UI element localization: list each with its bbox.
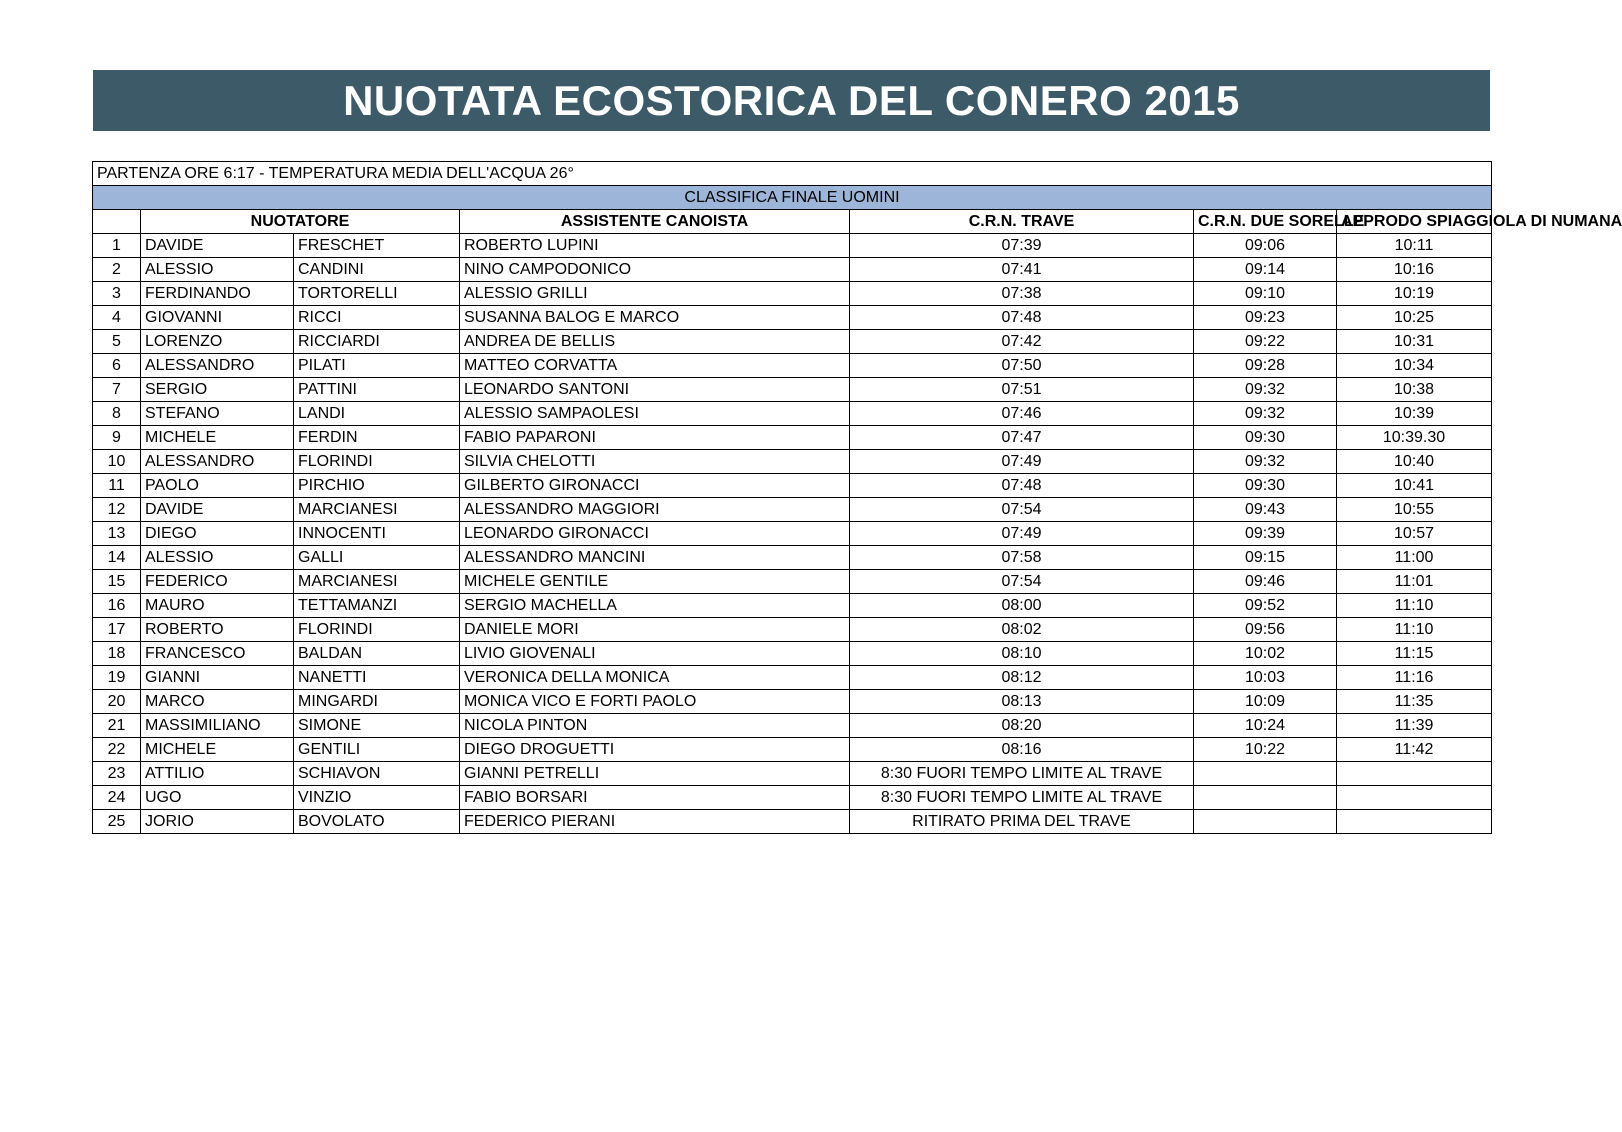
row-trave-time: 08:20 bbox=[850, 714, 1194, 738]
row-position: 7 bbox=[93, 378, 141, 402]
row-sorelle-time: 10:22 bbox=[1194, 738, 1337, 762]
row-trave-time: 07:41 bbox=[850, 258, 1194, 282]
row-position: 15 bbox=[93, 570, 141, 594]
table-row bbox=[93, 426, 1492, 450]
row-approdo-time: 11:00 bbox=[1337, 546, 1492, 570]
row-last-name: FRESCHET bbox=[294, 234, 460, 258]
row-assistant: MICHELE GENTILE bbox=[460, 570, 850, 594]
row-approdo-time: 11:39 bbox=[1337, 714, 1492, 738]
row-last-name: RICCIARDI bbox=[294, 330, 460, 354]
row-first-name: MICHELE bbox=[141, 426, 294, 450]
row-approdo-time: 10:57 bbox=[1337, 522, 1492, 546]
table-row bbox=[93, 258, 1492, 282]
row-position: 24 bbox=[93, 786, 141, 810]
row-approdo-time: 11:01 bbox=[1337, 570, 1492, 594]
row-sorelle-time: 10:02 bbox=[1194, 642, 1337, 666]
row-last-name: FLORINDI bbox=[294, 618, 460, 642]
row-trave-time: 07:54 bbox=[850, 498, 1194, 522]
row-position: 2 bbox=[93, 258, 141, 282]
row-assistant: SILVIA CHELOTTI bbox=[460, 450, 850, 474]
header-due-sorelle: C.R.N. DUE SORELLE bbox=[1194, 210, 1337, 234]
row-trave-time: RITIRATO PRIMA DEL TRAVE bbox=[850, 810, 1194, 834]
row-trave-time: 07:51 bbox=[850, 378, 1194, 402]
row-trave-time: 07:50 bbox=[850, 354, 1194, 378]
row-approdo-time: 10:39.30 bbox=[1337, 426, 1492, 450]
row-position: 22 bbox=[93, 738, 141, 762]
row-approdo-time: 11:42 bbox=[1337, 738, 1492, 762]
results-table bbox=[92, 161, 1622, 834]
row-first-name: DAVIDE bbox=[141, 234, 294, 258]
info-row bbox=[93, 162, 1492, 186]
table-row bbox=[93, 666, 1492, 690]
row-sorelle-time: 09:14 bbox=[1194, 258, 1337, 282]
row-last-name: TORTORELLI bbox=[294, 282, 460, 306]
row-last-name: SCHIAVON bbox=[294, 762, 460, 786]
row-last-name: MARCIANESI bbox=[294, 570, 460, 594]
row-position: 12 bbox=[93, 498, 141, 522]
row-position: 25 bbox=[93, 810, 141, 834]
row-last-name: FERDIN bbox=[294, 426, 460, 450]
row-assistant: ALESSIO SAMPAOLESI bbox=[460, 402, 850, 426]
table-row bbox=[93, 738, 1492, 762]
row-assistant: DIEGO DROGUETTI bbox=[460, 738, 850, 762]
table-row bbox=[93, 282, 1492, 306]
table-row bbox=[93, 354, 1492, 378]
table-row bbox=[93, 642, 1492, 666]
row-approdo-time bbox=[1337, 810, 1492, 834]
row-first-name: GIANNI bbox=[141, 666, 294, 690]
row-sorelle-time: 09:56 bbox=[1194, 618, 1337, 642]
row-assistant: ALESSANDRO MANCINI bbox=[460, 546, 850, 570]
row-assistant: LEONARDO GIRONACCI bbox=[460, 522, 850, 546]
row-assistant: LIVIO GIOVENALI bbox=[460, 642, 850, 666]
row-trave-time: 07:49 bbox=[850, 450, 1194, 474]
row-trave-time: 07:58 bbox=[850, 546, 1194, 570]
row-approdo-time: 11:10 bbox=[1337, 594, 1492, 618]
row-assistant: NICOLA PINTON bbox=[460, 714, 850, 738]
row-sorelle-time: 09:23 bbox=[1194, 306, 1337, 330]
row-position: 10 bbox=[93, 450, 141, 474]
row-last-name: BALDAN bbox=[294, 642, 460, 666]
table-row bbox=[93, 330, 1492, 354]
row-assistant: SUSANNA BALOG E MARCO bbox=[460, 306, 850, 330]
start-info: PARTENZA ORE 6:17 - TEMPERATURA MEDIA DELL'ACQUA 26° bbox=[93, 162, 1492, 186]
row-assistant: FEDERICO PIERANI bbox=[460, 810, 850, 834]
table-row bbox=[93, 474, 1492, 498]
row-sorelle-time bbox=[1194, 786, 1337, 810]
row-first-name: FERDINANDO bbox=[141, 282, 294, 306]
row-last-name: MINGARDI bbox=[294, 690, 460, 714]
row-approdo-time: 11:16 bbox=[1337, 666, 1492, 690]
row-first-name: ROBERTO bbox=[141, 618, 294, 642]
row-approdo-time: 10:38 bbox=[1337, 378, 1492, 402]
row-assistant: LEONARDO SANTONI bbox=[460, 378, 850, 402]
row-position: 6 bbox=[93, 354, 141, 378]
row-position: 3 bbox=[93, 282, 141, 306]
row-trave-time: 08:02 bbox=[850, 618, 1194, 642]
row-first-name: GIOVANNI bbox=[141, 306, 294, 330]
header-approdo: APPRODO SPIAGGIOLA DI NUMANA bbox=[1337, 210, 1492, 234]
row-trave-time: 07:47 bbox=[850, 426, 1194, 450]
row-last-name: CANDINI bbox=[294, 258, 460, 282]
row-last-name: SIMONE bbox=[294, 714, 460, 738]
row-assistant: GILBERTO GIRONACCI bbox=[460, 474, 850, 498]
table-row bbox=[93, 570, 1492, 594]
row-position: 5 bbox=[93, 330, 141, 354]
row-approdo-time: 10:40 bbox=[1337, 450, 1492, 474]
table-row bbox=[93, 450, 1492, 474]
row-first-name: ALESSIO bbox=[141, 546, 294, 570]
row-position: 16 bbox=[93, 594, 141, 618]
row-first-name: MASSIMILIANO bbox=[141, 714, 294, 738]
row-position: 14 bbox=[93, 546, 141, 570]
row-assistant: SERGIO MACHELLA bbox=[460, 594, 850, 618]
row-last-name: LANDI bbox=[294, 402, 460, 426]
row-position: 4 bbox=[93, 306, 141, 330]
row-approdo-time: 10:11 bbox=[1337, 234, 1492, 258]
row-approdo-time: 10:25 bbox=[1337, 306, 1492, 330]
row-first-name: LORENZO bbox=[141, 330, 294, 354]
row-first-name: PAOLO bbox=[141, 474, 294, 498]
row-sorelle-time: 09:22 bbox=[1194, 330, 1337, 354]
row-last-name: TETTAMANZI bbox=[294, 594, 460, 618]
row-position: 18 bbox=[93, 642, 141, 666]
row-trave-time: 07:38 bbox=[850, 282, 1194, 306]
row-first-name: DIEGO bbox=[141, 522, 294, 546]
row-assistant: ALESSANDRO MAGGIORI bbox=[460, 498, 850, 522]
row-approdo-time: 10:55 bbox=[1337, 498, 1492, 522]
row-sorelle-time: 09:32 bbox=[1194, 450, 1337, 474]
row-last-name: NANETTI bbox=[294, 666, 460, 690]
row-trave-time: 08:16 bbox=[850, 738, 1194, 762]
row-trave-time: 07:42 bbox=[850, 330, 1194, 354]
row-first-name: UGO bbox=[141, 786, 294, 810]
row-trave-time: 07:49 bbox=[850, 522, 1194, 546]
row-assistant: DANIELE MORI bbox=[460, 618, 850, 642]
row-position: 8 bbox=[93, 402, 141, 426]
row-trave-time: 08:13 bbox=[850, 690, 1194, 714]
table-row bbox=[93, 690, 1492, 714]
row-sorelle-time: 09:32 bbox=[1194, 378, 1337, 402]
row-approdo-time: 10:41 bbox=[1337, 474, 1492, 498]
row-position: 1 bbox=[93, 234, 141, 258]
row-last-name: GENTILI bbox=[294, 738, 460, 762]
table-row bbox=[93, 306, 1492, 330]
document-title: NUOTATA ECOSTORICA DEL CONERO 2015 bbox=[93, 70, 1490, 131]
row-assistant: VERONICA DELLA MONICA bbox=[460, 666, 850, 690]
row-trave-time: 07:46 bbox=[850, 402, 1194, 426]
section-row bbox=[93, 186, 1492, 210]
table-row bbox=[93, 546, 1492, 570]
row-first-name: MARCO bbox=[141, 690, 294, 714]
row-position: 13 bbox=[93, 522, 141, 546]
row-sorelle-time bbox=[1194, 810, 1337, 834]
row-approdo-time: 11:10 bbox=[1337, 618, 1492, 642]
row-sorelle-time: 09:46 bbox=[1194, 570, 1337, 594]
header-position bbox=[93, 210, 141, 234]
row-assistant: ROBERTO LUPINI bbox=[460, 234, 850, 258]
section-title: CLASSIFICA FINALE UOMINI bbox=[93, 186, 1492, 210]
table-row bbox=[93, 378, 1492, 402]
row-trave-time: 8:30 FUORI TEMPO LIMITE AL TRAVE bbox=[850, 762, 1194, 786]
row-approdo-time: 11:35 bbox=[1337, 690, 1492, 714]
row-position: 23 bbox=[93, 762, 141, 786]
row-trave-time: 07:39 bbox=[850, 234, 1194, 258]
row-last-name: MARCIANESI bbox=[294, 498, 460, 522]
row-first-name: ALESSIO bbox=[141, 258, 294, 282]
table-row bbox=[93, 402, 1492, 426]
table-row bbox=[93, 498, 1492, 522]
row-position: 9 bbox=[93, 426, 141, 450]
row-sorelle-time: 09:32 bbox=[1194, 402, 1337, 426]
row-position: 17 bbox=[93, 618, 141, 642]
table-row bbox=[93, 594, 1492, 618]
row-assistant: ALESSIO GRILLI bbox=[460, 282, 850, 306]
row-trave-time: 07:48 bbox=[850, 474, 1194, 498]
header-row bbox=[93, 210, 1492, 234]
row-approdo-time: 10:31 bbox=[1337, 330, 1492, 354]
row-sorelle-time: 09:39 bbox=[1194, 522, 1337, 546]
row-last-name: PILATI bbox=[294, 354, 460, 378]
row-sorelle-time: 09:28 bbox=[1194, 354, 1337, 378]
row-first-name: FEDERICO bbox=[141, 570, 294, 594]
row-approdo-time bbox=[1337, 762, 1492, 786]
row-trave-time: 07:48 bbox=[850, 306, 1194, 330]
row-assistant: MATTEO CORVATTA bbox=[460, 354, 850, 378]
row-trave-time: 8:30 FUORI TEMPO LIMITE AL TRAVE bbox=[850, 786, 1194, 810]
row-approdo-time bbox=[1337, 786, 1492, 810]
row-sorelle-time: 10:09 bbox=[1194, 690, 1337, 714]
row-approdo-time: 10:19 bbox=[1337, 282, 1492, 306]
row-last-name: RICCI bbox=[294, 306, 460, 330]
row-last-name: VINZIO bbox=[294, 786, 460, 810]
table-row bbox=[93, 234, 1492, 258]
header-swimmer: NUOTATORE bbox=[141, 210, 460, 234]
header-assistant: ASSISTENTE CANOISTA bbox=[460, 210, 850, 234]
row-approdo-time: 10:16 bbox=[1337, 258, 1492, 282]
row-approdo-time: 10:39 bbox=[1337, 402, 1492, 426]
row-last-name: GALLI bbox=[294, 546, 460, 570]
row-sorelle-time: 10:24 bbox=[1194, 714, 1337, 738]
header-trave: C.R.N. TRAVE bbox=[850, 210, 1194, 234]
table-row bbox=[93, 618, 1492, 642]
row-assistant: MONICA VICO E FORTI PAOLO bbox=[460, 690, 850, 714]
row-position: 19 bbox=[93, 666, 141, 690]
row-first-name: STEFANO bbox=[141, 402, 294, 426]
row-sorelle-time: 09:30 bbox=[1194, 426, 1337, 450]
row-last-name: PIRCHIO bbox=[294, 474, 460, 498]
row-assistant: FABIO PAPARONI bbox=[460, 426, 850, 450]
row-approdo-time: 10:34 bbox=[1337, 354, 1492, 378]
table-row bbox=[93, 786, 1492, 810]
row-sorelle-time bbox=[1194, 762, 1337, 786]
row-sorelle-time: 10:03 bbox=[1194, 666, 1337, 690]
table-row bbox=[93, 762, 1492, 786]
row-trave-time: 08:12 bbox=[850, 666, 1194, 690]
row-trave-time: 07:54 bbox=[850, 570, 1194, 594]
row-position: 21 bbox=[93, 714, 141, 738]
row-first-name: ATTILIO bbox=[141, 762, 294, 786]
row-first-name: FRANCESCO bbox=[141, 642, 294, 666]
row-position: 20 bbox=[93, 690, 141, 714]
row-last-name: INNOCENTI bbox=[294, 522, 460, 546]
row-trave-time: 08:10 bbox=[850, 642, 1194, 666]
row-first-name: ALESSANDRO bbox=[141, 354, 294, 378]
row-first-name: ALESSANDRO bbox=[141, 450, 294, 474]
row-trave-time: 08:00 bbox=[850, 594, 1194, 618]
row-sorelle-time: 09:15 bbox=[1194, 546, 1337, 570]
row-assistant: ANDREA DE BELLIS bbox=[460, 330, 850, 354]
row-sorelle-time: 09:06 bbox=[1194, 234, 1337, 258]
row-sorelle-time: 09:30 bbox=[1194, 474, 1337, 498]
row-last-name: PATTINI bbox=[294, 378, 460, 402]
row-sorelle-time: 09:52 bbox=[1194, 594, 1337, 618]
row-first-name: JORIO bbox=[141, 810, 294, 834]
table-row bbox=[93, 714, 1492, 738]
row-sorelle-time: 09:43 bbox=[1194, 498, 1337, 522]
row-first-name: MICHELE bbox=[141, 738, 294, 762]
row-last-name: BOVOLATO bbox=[294, 810, 460, 834]
row-first-name: SERGIO bbox=[141, 378, 294, 402]
row-position: 11 bbox=[93, 474, 141, 498]
row-first-name: DAVIDE bbox=[141, 498, 294, 522]
table-row bbox=[93, 522, 1492, 546]
row-assistant: FABIO BORSARI bbox=[460, 786, 850, 810]
row-assistant: NINO CAMPODONICO bbox=[460, 258, 850, 282]
row-sorelle-time: 09:10 bbox=[1194, 282, 1337, 306]
row-last-name: FLORINDI bbox=[294, 450, 460, 474]
table-row bbox=[93, 810, 1492, 834]
row-approdo-time: 11:15 bbox=[1337, 642, 1492, 666]
row-assistant: GIANNI PETRELLI bbox=[460, 762, 850, 786]
row-first-name: MAURO bbox=[141, 594, 294, 618]
